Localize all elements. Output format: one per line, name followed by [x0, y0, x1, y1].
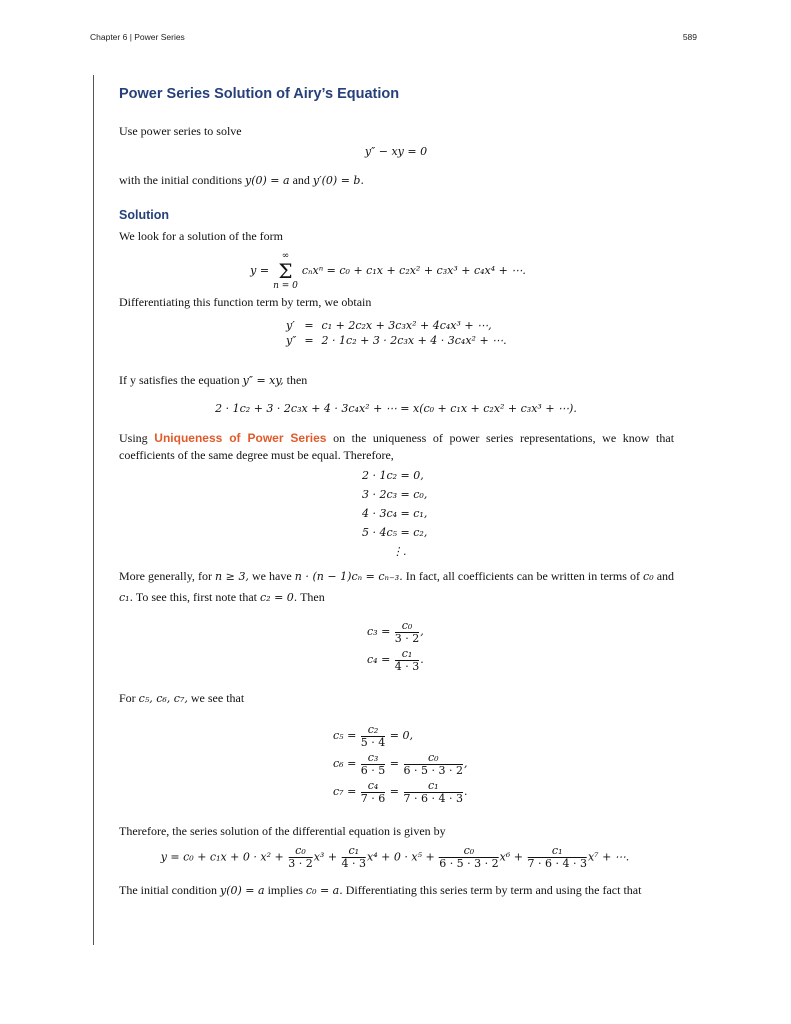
- text: and: [656, 569, 675, 583]
- denominator: 6 · 5: [360, 763, 386, 777]
- numerator: c₃: [361, 752, 386, 765]
- numerator: c₄: [361, 780, 386, 793]
- math: c₂ = 0.: [260, 591, 298, 604]
- text: Using: [119, 431, 148, 445]
- math: n ≥ 3,: [215, 570, 249, 583]
- margin-rule: [93, 75, 94, 945]
- diff-text: Differentiating this function term by term, we obtain: [119, 295, 372, 309]
- fraction-eq: [333, 750, 467, 778]
- sum-upper: ∞: [281, 251, 290, 261]
- text: To see this, first note that: [135, 590, 258, 604]
- punct: .: [463, 785, 468, 798]
- math: y =: [250, 264, 270, 277]
- sigma-symbol: Σ: [278, 259, 293, 283]
- text: Differentiating this series term by term and using the fact that: [345, 883, 642, 897]
- text: The initial condition: [119, 883, 217, 897]
- fraction: [527, 845, 586, 870]
- math: c₁.: [119, 591, 134, 604]
- coefficient-eq: 3 · 2c₃ = c₀,: [362, 488, 428, 501]
- coefficient-eq: 4 · 3c₄ = c₁,: [362, 507, 428, 520]
- page-number: 589: [682, 32, 697, 42]
- numerator: c₁: [527, 845, 586, 858]
- rhs: c₁ + 2c₂x + 3c₃x² + 4c₄x³ + ⋯,: [321, 319, 492, 332]
- punct: ,: [420, 625, 424, 638]
- solution-heading: Solution: [119, 208, 169, 222]
- denominator: 7 · 6 · 4 · 3: [403, 791, 463, 805]
- c3-c4-equations: [367, 618, 424, 674]
- math: c₅, c₆, c₇,: [138, 692, 188, 705]
- lhs: c₆ =: [333, 757, 357, 770]
- lhs: y′: [286, 319, 295, 332]
- text: with the initial conditions: [119, 173, 242, 187]
- denominator: 4 · 3: [341, 857, 367, 870]
- text: Then: [300, 590, 325, 604]
- math: c₀: [643, 570, 654, 583]
- fraction: [395, 620, 420, 645]
- vertical-ellipsis: ⋮.: [392, 545, 407, 558]
- numerator: c₀: [288, 845, 313, 858]
- text: implies: [267, 883, 303, 897]
- uniqueness-paragraph: [119, 430, 674, 464]
- coefficient-equations: [362, 466, 427, 561]
- denominator: 5 · 4: [360, 735, 386, 749]
- fraction: [361, 780, 386, 805]
- denominator: 7 · 6: [360, 791, 386, 805]
- math: c₀ = a.: [305, 884, 343, 897]
- series-form-equation: [250, 250, 526, 292]
- fraction-eq: [367, 646, 424, 674]
- numerator: c₀: [439, 845, 498, 858]
- denominator: 7 · 6 · 4 · 3: [527, 857, 587, 870]
- mid: = 0,: [389, 729, 414, 742]
- coefficient-eq: 5 · 4c₅ = c₂,: [362, 526, 428, 539]
- math: y = c₀ + c₁x + 0 · x² +: [160, 850, 284, 864]
- lhs: c₃ =: [367, 625, 391, 638]
- math: y″ = xy,: [242, 374, 284, 387]
- denominator: 4 · 3: [394, 659, 420, 673]
- math: x³ +: [313, 850, 338, 864]
- derivative-row: [282, 333, 511, 348]
- punct: ,: [463, 757, 468, 770]
- mid: =: [389, 757, 400, 770]
- text: For: [119, 691, 136, 705]
- initial-condition-paragraph: [119, 882, 674, 899]
- fraction-eq: [333, 778, 467, 806]
- math: y′(0) = b.: [312, 174, 364, 187]
- expanded-equation: 2 · 1c₂ + 3 · 2c₃x + 4 · 3c₄x² + ⋯ = x(c₀ + c₁x + c₂x² + c₃x³ + ⋯).: [215, 402, 577, 415]
- series-solution-equation: [161, 845, 630, 870]
- uniqueness-link[interactable]: Uniqueness of Power Series: [154, 431, 327, 445]
- initial-conditions: [119, 173, 364, 188]
- fraction: [439, 845, 498, 870]
- fraction: [342, 845, 367, 870]
- solution-text: We look for a solution of the form: [119, 229, 283, 243]
- lhs: c₅ =: [333, 729, 357, 742]
- denominator: 3 · 2: [288, 857, 313, 870]
- numerator: c₀: [395, 620, 420, 633]
- for-c5-text: [119, 691, 244, 706]
- math: cₙxⁿ = c₀ + c₁x + c₂x² + c₃x³ + c₄x⁴ + ⋯.: [301, 264, 526, 277]
- lhs: c₄ =: [367, 653, 391, 666]
- math: n · (n − 1)cₙ = cₙ₋₃.: [294, 570, 403, 583]
- fraction-eq: [333, 722, 467, 750]
- text: we have: [252, 569, 292, 583]
- math: x⁴ + 0 · x⁵ +: [367, 850, 435, 864]
- eq: =: [304, 334, 314, 347]
- satisfies-text: [119, 373, 307, 388]
- text: In fact, all coefficients can be written in terms of: [405, 569, 640, 583]
- sigma-sum: [273, 250, 298, 292]
- general-paragraph: [119, 566, 674, 608]
- fraction: [361, 752, 386, 777]
- section-title: Power Series Solution of Airy’s Equation: [119, 86, 400, 102]
- eq: =: [304, 319, 314, 332]
- denominator: 6 · 5 · 3 · 2: [439, 857, 499, 870]
- sum-lower: n = 0: [273, 281, 298, 291]
- denominator: 3 · 2: [394, 631, 420, 645]
- math: x⁶ +: [499, 850, 523, 864]
- rhs: 2 · 1c₂ + 3 · 2c₃x + 4 · 3c₄x² + ⋯.: [321, 334, 507, 347]
- numerator: c₀: [404, 752, 463, 765]
- math: y(0) = a: [219, 884, 265, 897]
- lhs: y″: [286, 334, 297, 347]
- fraction: [395, 648, 420, 673]
- text: More generally, for: [119, 569, 212, 583]
- mid: =: [389, 785, 400, 798]
- fraction: [404, 752, 463, 777]
- text: we see that: [190, 691, 245, 705]
- fraction: [288, 845, 313, 870]
- numerator: c₁: [342, 845, 367, 858]
- therefore-text: Therefore, the series solution of the differential equation is given by: [119, 824, 446, 838]
- text: then: [286, 373, 308, 387]
- punct: .: [420, 653, 424, 666]
- intro-text: Use power series to solve: [119, 124, 242, 138]
- text: and: [292, 173, 310, 187]
- denominator: 6 · 5 · 3 · 2: [403, 763, 463, 777]
- coefficient-eq: 2 · 1c₂ = 0,: [362, 469, 424, 482]
- math: x⁷ + ⋯.: [587, 850, 630, 864]
- text: on the uniqueness of power series representations, we know that coefficients of the same degree must be equal. Therefore,: [119, 431, 675, 462]
- text: If y satisfies the equation: [119, 373, 240, 387]
- numerator: c₂: [361, 724, 386, 737]
- fraction: [404, 780, 463, 805]
- fraction-eq: [367, 618, 424, 646]
- math: y(0) = a: [245, 174, 290, 187]
- derivative-equations: [282, 318, 511, 348]
- numerator: c₁: [395, 648, 420, 661]
- lhs: c₇ =: [333, 785, 357, 798]
- airy-equation: y″ − xy = 0: [364, 145, 428, 158]
- chapter-header: Chapter 6 | Power Series: [90, 32, 185, 42]
- fraction: [361, 724, 386, 749]
- c5-c7-equations: [333, 722, 467, 806]
- derivative-row: [282, 318, 511, 333]
- numerator: c₁: [404, 780, 463, 793]
